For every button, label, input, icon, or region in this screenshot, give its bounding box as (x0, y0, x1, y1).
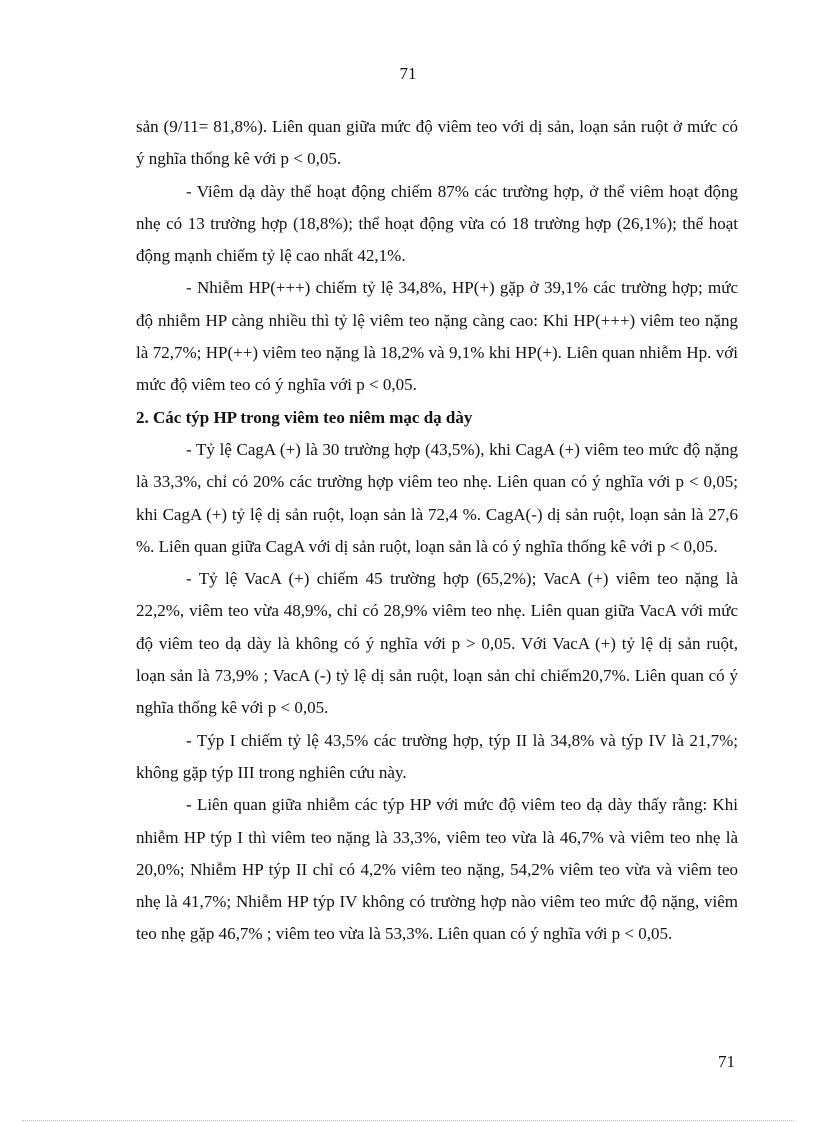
section-heading: 2. Các týp HP trong viêm teo niêm mạc dạ dày (136, 407, 473, 427)
document-body (136, 111, 738, 951)
page-number-top: 71 (399, 64, 417, 83)
paragraph-caga: - Tỷ lệ CagA (+) là 30 trường hợp (43,5%), khi CagA (+) viêm teo mức độ nặng là 33,3%, chỉ có 20% các trường hợp viêm teo nhẹ. Liên quan có ý nghĩa với p < 0,05; khi CagA (+) tỷ lệ dị sản ruột, loạn sản là 72,4 %. CagA(-) dị sản ruột, loạn sản là 27,6 %. Liên quan giữa CagA với dị sản ruột, loạn sản là có ý nghĩa thống kê với p < 0,05. (136, 439, 738, 556)
paragraph-type-relation: - Liên quan giữa nhiễm các týp HP với mức độ viêm teo dạ dày thấy rằng: Khi nhiễm HP týp I thì viêm teo nặng là 33,3%, viêm teo vừa là 46,7% và viêm teo nhẹ là 20,0%; Nhiễm HP týp II chỉ có 4,2% viêm teo nặng, 54,2% viêm teo vừa và viêm teo nhẹ là 41,7%; Nhiễm HP týp IV không có trường hợp nào viêm teo mức độ nặng, viêm teo nhẹ gặp 46,7% ; viêm teo vừa là 53,3%. Liên quan có ý nghĩa với p < 0,05. (136, 795, 738, 944)
paragraph-active-gastritis: - Viêm dạ dày thể hoạt động chiếm 87% các trường hợp, ở thể viêm hoạt động nhẹ có 13 trường hợp (18,8%); thể hoạt động vừa có 18 trường hợp (26,1%); thể hoạt động mạnh chiếm tỷ lệ cao nhất 42,1%. (136, 181, 738, 266)
paragraph-continuation: sản (9/11= 81,8%). Liên quan giữa mức độ viêm teo với dị sản, loạn sản ruột ở mức có ý nghĩa thống kê với p < 0,05. (136, 117, 738, 169)
paragraph-hp-types: - Týp I chiếm tỷ lệ 43,5% các trường hợp, týp II là 34,8% và týp IV là 21,7%; không gặp týp III trong nghiên cứu này. (136, 730, 738, 782)
page-bottom-divider (22, 1120, 794, 1121)
page-number-bottom: 71 (718, 1052, 735, 1071)
paragraph-hp-infection: - Nhiễm HP(+++) chiếm tỷ lệ 34,8%, HP(+) gặp ở 39,1% các trường hợp; mức độ nhiễm HP càng nhiều thì tỷ lệ viêm teo nặng càng cao: Khi HP(+++) viêm teo nặng là 72,7%; HP(++) viêm teo nặng là 18,2% và 9,1% khi HP(+). Liên quan nhiễm Hp. với mức độ viêm teo có ý nghĩa với p < 0,05. (136, 278, 738, 395)
paragraph-vaca: - Tỷ lệ VacA (+) chiếm 45 trường hợp (65,2%); VacA (+) viêm teo nặng là 22,2%, viêm teo vừa 48,9%, chỉ có 28,9% viêm teo nhẹ. Liên quan giữa VacA với mức độ viêm teo dạ dày là không có ý nghĩa với p > 0,05. Với VacA (+) tỷ lệ dị sản ruột, loạn sản là 73,9% ; VacA (-) tỷ lệ dị sản ruột, loạn sản chỉ chiếm20,7%. Liên quan có ý nghĩa thống kê với p < 0,05. (136, 569, 738, 718)
